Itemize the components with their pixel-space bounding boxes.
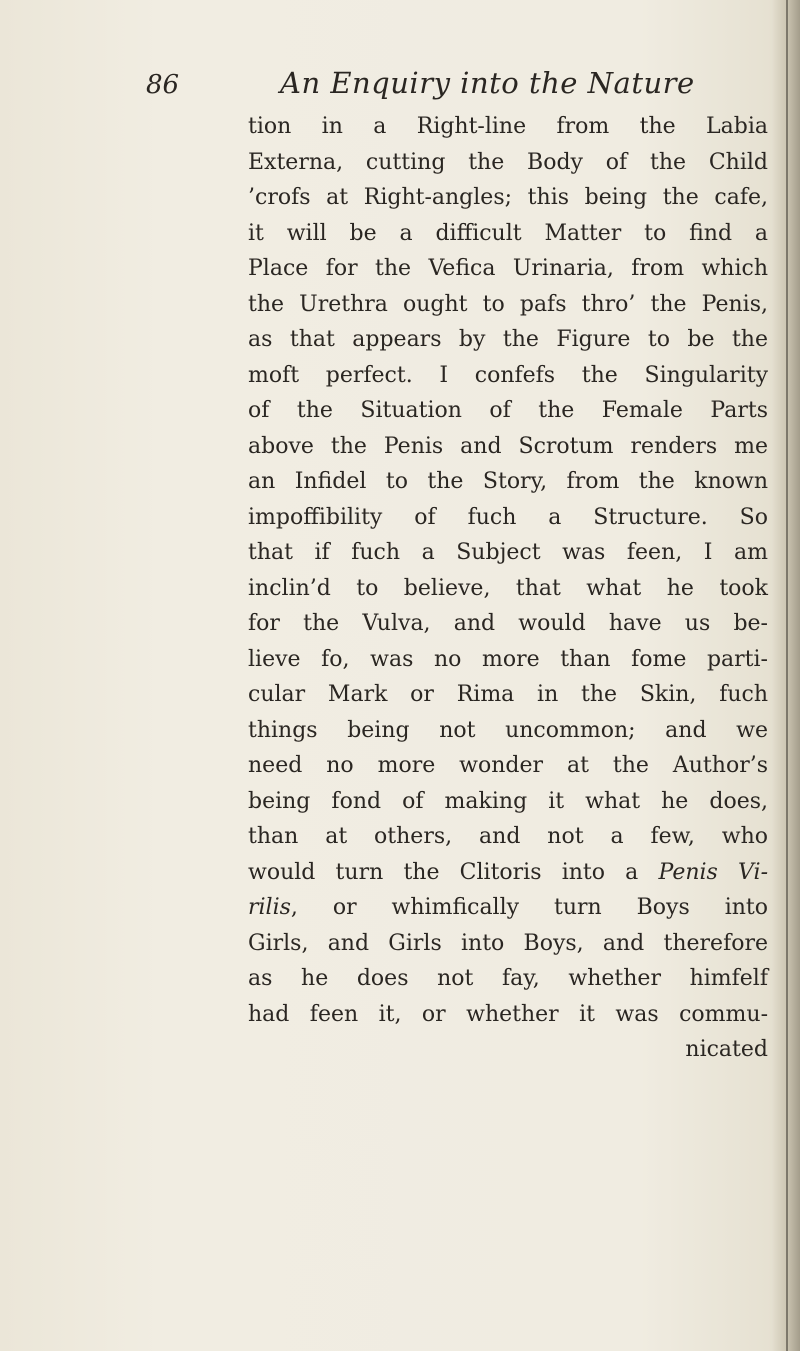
text-line: above the Penis and Scrotum renders me	[248, 433, 768, 459]
text-line: Place for the Vefica Urinaria, from which	[248, 256, 768, 281]
text-line: that if fuch a Subject was feen, I am	[248, 540, 768, 565]
italic-term: Penis Vi-	[658, 859, 769, 885]
catchword: nicated	[685, 1037, 768, 1062]
page-number: 86	[146, 70, 180, 100]
text-line-with-italic	[248, 855, 768, 891]
text-line: as that appears by the Figure to be the	[248, 327, 768, 352]
text-line: had feen it, or whether it was commu-	[248, 1001, 768, 1027]
text-line: impoffibility of fuch a Structure. So	[248, 504, 768, 530]
text-line: things being not uncommon; and we	[248, 717, 768, 743]
running-head: An Enquiry into the Nature	[280, 66, 695, 100]
text-line	[248, 890, 768, 926]
text-line: lieve fo, was no more than fome parti-	[248, 646, 768, 672]
page-edge-line	[786, 0, 788, 1351]
text-line: an Infidel to the Story, from the known	[248, 469, 768, 494]
italic-term: rilis	[248, 895, 291, 920]
text-line: for the Vulva, and would have us be-	[248, 611, 768, 636]
text-line: than at others, and not a few, who	[248, 824, 768, 849]
body-text	[248, 109, 768, 1068]
text-line: being fond of making it what he does,	[248, 788, 768, 814]
text-line: it will be a difficult Matter to find a	[248, 220, 768, 246]
text-line-part: would turn the Clitoris into a	[248, 859, 639, 885]
text-line: tion in a Right-line from the Labia	[248, 114, 768, 139]
text-line: need no more wonder at the Author’s	[248, 753, 768, 778]
text-line: ’crofs at Right-angles; this being the cafe,	[248, 185, 768, 210]
text-line: Girls, and Girls into Boys, and therefore	[248, 930, 768, 956]
text-line: cular Mark or Rima in the Skin, fuch	[248, 682, 768, 707]
text-line: inclin’d to believe, that what he took	[248, 575, 768, 601]
text-line: as he does not fay, whether himfelf	[248, 966, 768, 991]
text-line: moft perfect. I confefs the Singularity	[248, 362, 768, 388]
text-line: of the Situation of the Female Parts	[248, 398, 768, 423]
text-line: the Urethra ought to pafs thro’ the Penis,	[248, 291, 768, 317]
text-line-part: rilis, or whimfically turn Boys into	[248, 895, 768, 920]
text-line: Externa, cutting the Body of the Child	[248, 149, 768, 175]
